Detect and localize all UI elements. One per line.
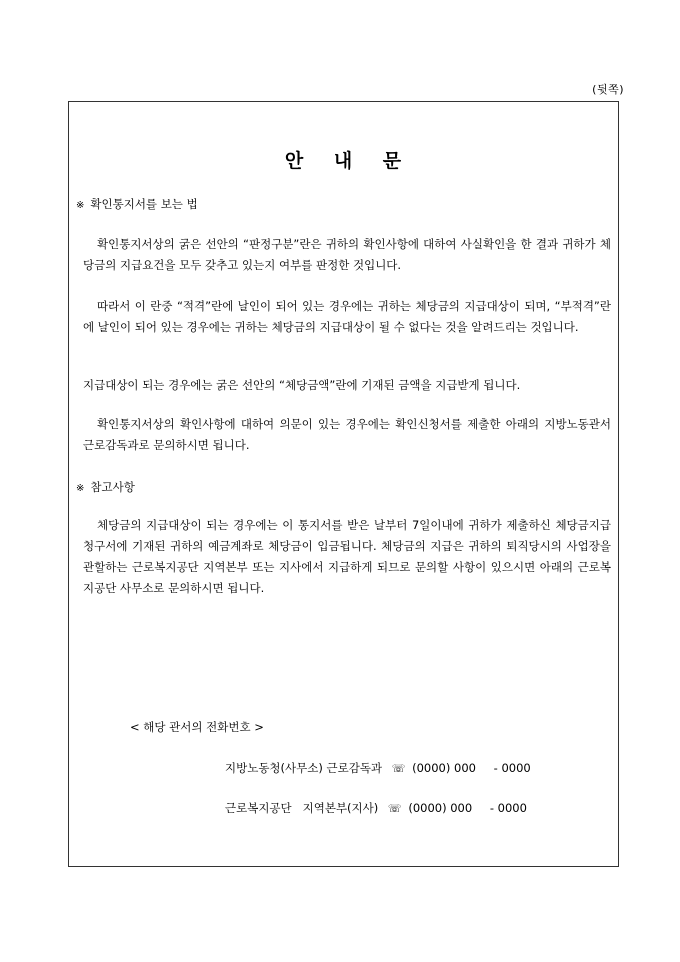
contacts-heading: < 해당 관서의 전화번호 > [130, 720, 264, 734]
notice-frame [68, 101, 619, 867]
paragraph: 확인통지서상의 굵은 선안의 “판정구분”란은 귀하의 확인사항에 대하여 사실확인을 한 결과 귀하가 체당금의 지급요건을 모두 갖추고 있는지 여부를 판정한 것입니다. [83, 237, 611, 272]
paragraph: 확인통지서상의 확인사항에 대하여 의문이 있는 경우에는 확인신청서를 제출한 아래의 지방노동관서 근로감독과로 문의하시면 됩니다. [83, 417, 611, 452]
reference-mark-icon: ※ [76, 483, 85, 494]
contact-row-welfare-corp [225, 800, 527, 816]
contact-ext: - 0000 [489, 801, 527, 815]
contact-org: 지방노동청(사무소) 근로감독과 [225, 761, 383, 775]
section-heading-label: 확인통지서를 보는 법 [90, 197, 198, 211]
section-heading-notes [76, 479, 135, 495]
section-heading-label: 참고사항 [90, 480, 135, 494]
page-title: 안 내 문 [284, 150, 403, 172]
contact-org: 근로복지공단 지역본부(지사) [225, 801, 379, 815]
paragraph: 따라서 이 란중 “적격”란에 날인이 되어 있는 경우에는 귀하는 체당금의 지급대상이 되며, “부적격”란에 날인이 되어 있는 경우에는 귀하는 체당금의 지급대상이 될 수 없다는 것을 알려드리는 것입니다. [83, 299, 611, 334]
paragraph: 지급대상이 되는 경우에는 굵은 선안의 “체당금액”란에 기재된 금액을 지급받게 됩니다. [83, 378, 521, 392]
section-heading-how-to-read [76, 196, 198, 212]
phone-icon: ☏ [387, 802, 402, 815]
contact-row-labor-office [225, 760, 531, 776]
reference-mark-icon: ※ [76, 200, 85, 211]
contact-ext: - 0000 [493, 761, 531, 775]
contact-phone: (0000) 000 [408, 801, 473, 815]
phone-icon: ☏ [391, 762, 406, 775]
paragraph: 체당금의 지급대상이 되는 경우에는 이 통지서를 받은 날부터 7일이내에 귀하가 제출하신 체당금지급청구서에 기재된 귀하의 예금계좌로 체당금이 입금됩니다. 체당금의 지급은 귀하의 퇴직당시의 사업장을 관할하는 근로복지공단 지역본부 또는 지사에서 지급하게 되므로 문의할 사항이 있으시면 아래의 근로복지공단 사무소로 문의하시면 됩니다. [83, 518, 611, 595]
side-label: (뒷쪽) [592, 83, 624, 96]
contact-phone: (0000) 000 [412, 761, 476, 775]
